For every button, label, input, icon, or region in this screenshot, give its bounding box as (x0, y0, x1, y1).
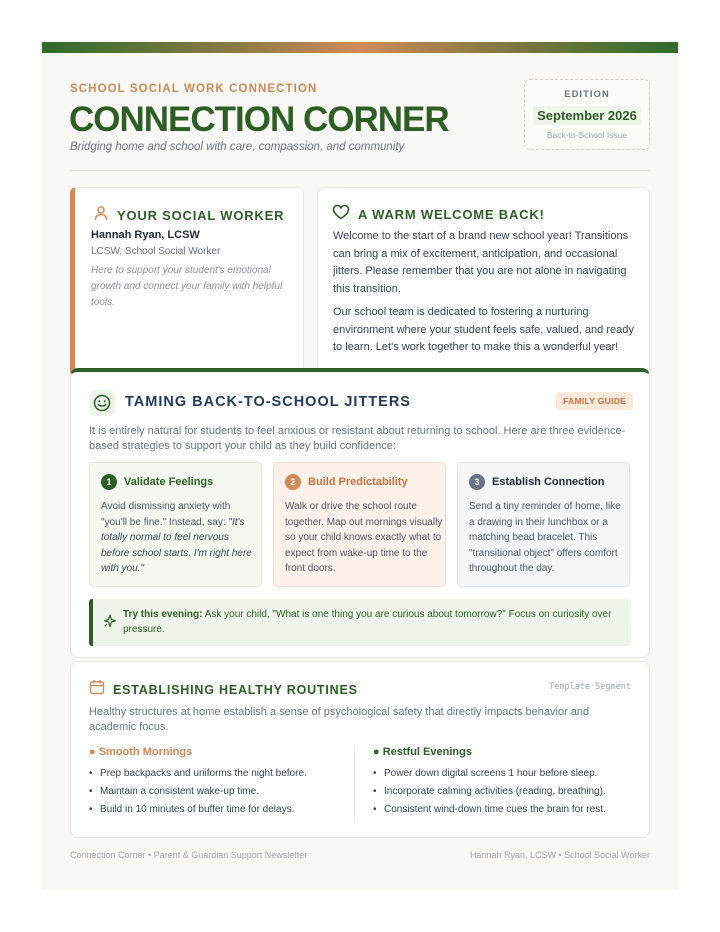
evenings-title: ● Restful Evenings (373, 746, 472, 758)
template-segment-label: Template Segment (549, 682, 631, 692)
jitters-title: TAMING BACK-TO-SCHOOL JITTERS (125, 394, 411, 410)
top-gradient-bar (42, 42, 678, 53)
list-item: • Incorporate calming activities (reading, breathing). (373, 783, 633, 801)
column-divider (354, 746, 355, 822)
list-item: • Consistent wind-down time cues the brain for rest. (373, 801, 633, 819)
strategy-card-validate (89, 462, 262, 587)
page-title: CONNECTION CORNER (69, 100, 449, 139)
sparkle-icon (103, 613, 117, 634)
strategy-quote: "It's totally normal to feel nervous before school starts. I'm right here with you." (101, 516, 252, 575)
routines-card (70, 661, 650, 838)
person-icon (93, 205, 109, 226)
mornings-column (89, 746, 349, 819)
routines-heading: ESTABLISHING HEALTHY ROUTINES (113, 682, 358, 697)
strategy-header (285, 474, 408, 490)
mornings-list (89, 765, 349, 819)
list-item: • Power down digital screens 1 hour before sleep. (373, 765, 633, 783)
list-item: • Build in 10 minutes of buffer time for delays. (89, 801, 349, 819)
strategy-title: Establish Connection (492, 476, 605, 488)
newsletter-page (42, 42, 678, 890)
strategy-text: Avoid dismissing anxiety with "you'll be fine." Instead, say: (101, 501, 231, 528)
list-item: • Prep backpacks and uniforms the night before. (89, 765, 349, 783)
edition-subtitle: Back-to-School Issue (546, 130, 628, 140)
welcome-heading: A WARM WELCOME BACK! (358, 207, 545, 222)
kicker: SCHOOL SOCIAL WORK CONNECTION (70, 83, 318, 95)
strategy-text: Send a tiny reminder of home, like a drawing in their lunchbox or a matching bead bracelet. This "transitional object" offers comfort throughout the day. (469, 501, 621, 575)
tip-text (123, 607, 623, 637)
strategy-header (101, 474, 213, 490)
jitters-intro: It is entirely natural for students to feel anxious or resistant about returning to school. Here are three evidence-based strategies to support your child as they build confidence: (89, 425, 626, 452)
welcome-paragraph-2: Our school team is dedicated to fostering a nurturing environment where your student feels safe, valued, and ready to learn. Let's work together to make this a wonderful year! (333, 306, 634, 354)
tip-callout (89, 599, 631, 646)
strategy-title: Build Predictability (308, 476, 408, 488)
strategy-number: 1 (101, 474, 117, 490)
edition-box (524, 79, 650, 150)
strategy-body (101, 499, 259, 577)
social-worker-header (93, 205, 284, 226)
list-item: • Maintain a consistent wake-up time. (89, 783, 349, 801)
welcome-paragraph-1: Welcome to the start of a brand new school year! Transitions can bring a mix of excitement, anticipation, and occasional jitters. Please remember that you are not alone in navigating this transition. (333, 230, 629, 295)
calendar-icon (89, 679, 105, 700)
footer-left: Connection Corner • Parent & Guardian Support Newsletter (70, 850, 308, 860)
jitters-card (70, 368, 650, 658)
heart-icon (332, 204, 350, 225)
strategy-number: 2 (285, 474, 301, 490)
social-worker-note: Here to support your student's emotional growth and connect your family with helpful tools. (91, 265, 283, 308)
edition-label: EDITION (564, 89, 610, 100)
evenings-column (373, 746, 633, 819)
routines-intro: Healthy structures at home establish a sense of psychological safety that directly impacts behavior and academic focus. (89, 706, 590, 733)
strategy-title: Validate Feelings (124, 476, 214, 488)
edition-date: September 2026 (533, 106, 641, 125)
social-worker-name: Hannah Ryan, LCSW (91, 229, 200, 241)
smiley-icon (89, 390, 115, 416)
strategy-number: 3 (469, 474, 485, 490)
mornings-title: ● Smooth Mornings (89, 746, 193, 758)
tip-body: Ask your child, "What is one thing you are curious about tomorrow?" Focus on curiosity over pressure. (123, 609, 612, 635)
page-subtitle: Bridging home and school with care, compassion, and community (70, 141, 405, 153)
tip-label: Try this evening: (123, 609, 203, 620)
strategy-text: Walk or drive the school route together. Map out mornings visually so your child knows exactly what to expect from wake-up time to the front doors. (285, 501, 443, 575)
social-worker-card (70, 187, 304, 387)
family-guide-badge: FAMILY GUIDE (556, 392, 633, 410)
welcome-card (317, 187, 650, 387)
strategy-header (469, 474, 604, 490)
strategy-card-predictability (273, 462, 446, 587)
social-worker-role: LCSW, School Social Worker (91, 246, 221, 257)
evenings-list (373, 765, 633, 819)
footer-right: Hannah Ryan, LCSW • School Social Worker (469, 850, 650, 860)
social-worker-heading: YOUR SOCIAL WORKER (117, 208, 285, 223)
header-divider (70, 170, 650, 171)
welcome-header (332, 204, 545, 225)
routines-header (89, 679, 358, 700)
strategy-card-connection (457, 462, 630, 587)
